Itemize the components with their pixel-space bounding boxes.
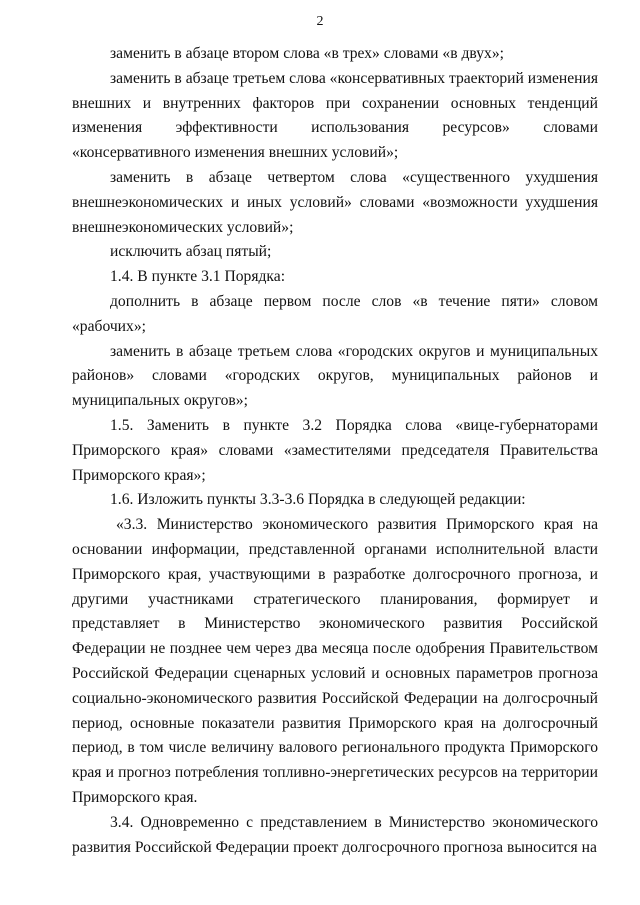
paragraph-item-1-6: 1.6. Изложить пункты 3.3-3.6 Порядка в следующей редакции:	[110, 491, 526, 509]
document-body	[72, 42, 598, 860]
paragraph-exclude-fifth: исключить абзац пятый;	[110, 243, 272, 261]
paragraph-replace-second: заменить в абзаце втором слова «в трех» словами «в двух»;	[110, 45, 504, 62]
paragraph-replace-fourth: заменить в абзаце четвертом слова «существенного ухудшения внешнеэкономических и иных условий» словами «возможности ухудшения внешнеэкономических условий»;	[72, 168, 598, 236]
paragraph-replace-districts: заменить в абзаце третьем слова «городских округов и муниципальных районов» словами «городских округов, муниципальных районов и муниципальных округов»;	[72, 342, 598, 410]
paragraph-replace-third: заменить в абзаце третьем слова «консервативных траекторий изменения внешних и внутренних факторов при сохранении основных тенденций изменения эффективности использования ресурсов» словами «консервативного изменения внешних условий»;	[72, 69, 598, 162]
paragraph-add-working: дополнить в абзаце первом после слов «в течение пяти» словом «рабочих»;	[72, 292, 598, 335]
page-number: 2	[316, 14, 324, 29]
paragraph-clause-3-3: «3.3. Министерство экономического развития Приморского края на основании информации, представленной органами исполнительной власти Приморского края, участвующими в разработке долгосрочного прогноза, и другими участниками стратегического планирования, формирует и представляет в Министерство экономического развития Российской Федерации не позднее чем через два месяца после одобрения Правительством Российской Федерации сценарных условий и основных параметров прогноза социально-экономического развития Российской Федерации на долгосрочный период, основные показатели развития Приморского края на долгосрочный период, в том числе величину валового регионального продукта Приморского края и прогноз потребления топливно-энергетических ресурсов на территории Приморского края.	[72, 516, 598, 806]
paragraph-item-1-4: 1.4. В пункте 3.1 Порядка:	[110, 268, 286, 286]
paragraph-item-1-5: 1.5. Заменить в пункте 3.2 Порядка слова «вице-губернаторами Приморского края» словами «заместителями председателя Правительства Приморского края»;	[72, 416, 598, 484]
paragraph-clause-3-4: 3.4. Одновременно с представлением в Министерство экономического развития Российской Федерации проект долгосрочного прогноза выносится на	[72, 813, 598, 856]
